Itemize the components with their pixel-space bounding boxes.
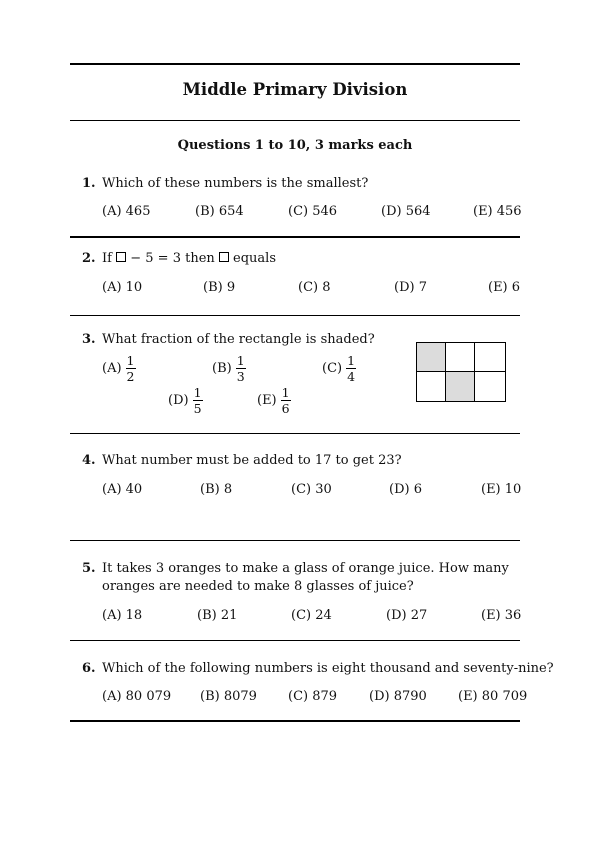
question-text-part: If [102,251,112,266]
option-c[interactable]: (C) 30 [291,482,332,497]
option-a[interactable] [102,354,136,383]
question-number: 1. [82,176,96,191]
option-label: (E) [257,393,277,408]
question-text: Which of the following numbers is eight thousand and seventy-nine? [102,661,554,676]
option-d[interactable]: (D) 27 [386,608,428,623]
option-e[interactable]: (E) 456 [473,204,522,219]
denominator: 2 [126,369,135,384]
top-rule [70,63,520,65]
question-divider [70,640,520,641]
option-b[interactable]: (B) 654 [195,204,244,219]
option-e[interactable]: (E) 36 [481,608,522,623]
option-a[interactable]: (A) 80 079 [102,689,172,704]
page-title: Middle Primary Division [182,80,408,99]
option-c[interactable]: (C) 546 [288,204,338,219]
shaded-rectangle-figure [416,342,506,402]
option-label: (C) [322,361,343,376]
question-text: It takes 3 oranges to make a glass of orange juice. How many oranges are needed to make 8 glasses of juice? [102,561,509,594]
question-number: 4. [82,453,96,468]
question-5 [82,560,509,594]
question-divider [70,540,520,541]
denominator: 4 [347,369,356,384]
question-text-part: − 5 = 3 then [130,251,215,266]
grid-cell-shaded [445,371,475,402]
grid-cell [416,371,446,402]
option-b[interactable]: (B) 8079 [200,689,257,704]
question-6 [82,660,554,678]
fraction [126,354,136,383]
question-1 [82,175,369,193]
grid-cell-shaded [416,342,446,372]
option-b[interactable]: (B) 9 [203,280,236,295]
numerator: 1 [281,385,290,400]
question-text-part: equals [233,251,277,266]
option-a[interactable]: (A) 18 [102,608,143,623]
option-d[interactable]: (D) 7 [394,280,427,295]
question-number: 5. [82,561,96,576]
option-e[interactable] [257,386,291,415]
grid-cell [474,371,506,402]
header-rule [70,120,520,121]
question-number: 6. [82,661,96,676]
grid-cell [445,342,475,372]
grid-cell [474,342,506,372]
empty-box-icon [116,252,126,262]
option-b[interactable]: (B) 21 [197,608,238,623]
question-number: 2. [82,251,96,266]
question-4 [82,452,402,470]
fraction [346,354,356,383]
numerator: 1 [126,353,135,368]
bottom-rule [70,720,520,722]
question-divider [70,433,520,434]
denominator: 5 [193,401,202,416]
fraction [193,386,203,415]
option-label: (D) [168,393,189,408]
option-d[interactable]: (D) 8790 [369,689,427,704]
option-d[interactable]: (D) 564 [381,204,431,219]
option-e[interactable]: (E) 80 709 [458,689,528,704]
option-c[interactable]: (C) 879 [288,689,338,704]
numerator: 1 [193,385,202,400]
option-label: (B) [212,361,232,376]
question-2 [82,250,277,268]
empty-box-icon [219,252,229,262]
question-number: 3. [82,332,96,347]
fraction [236,354,246,383]
option-c[interactable]: (C) 8 [298,280,331,295]
denominator: 3 [236,369,245,384]
option-e[interactable]: (E) 6 [488,280,521,295]
option-a[interactable]: (A) 465 [102,204,151,219]
option-e[interactable]: (E) 10 [481,482,522,497]
denominator: 6 [281,401,290,416]
question-text: What fraction of the rectangle is shaded? [102,332,375,347]
option-a[interactable]: (A) 40 [102,482,143,497]
numerator: 1 [347,353,356,368]
option-b[interactable]: (B) 8 [200,482,233,497]
question-3 [82,331,375,349]
numerator: 1 [236,353,245,368]
section-heading: Questions 1 to 10, 3 marks each [177,138,413,153]
option-b[interactable] [212,354,246,383]
question-divider [70,315,520,316]
fraction [281,386,291,415]
question-text: Which of these numbers is the smallest? [102,176,369,191]
option-d[interactable] [168,386,203,415]
option-d[interactable]: (D) 6 [389,482,422,497]
option-label: (A) [102,361,122,376]
option-c[interactable] [322,354,356,383]
option-a[interactable]: (A) 10 [102,280,143,295]
question-text [102,250,276,268]
option-c[interactable]: (C) 24 [291,608,332,623]
question-divider [70,236,520,238]
question-text: What number must be added to 17 to get 23? [102,453,402,468]
